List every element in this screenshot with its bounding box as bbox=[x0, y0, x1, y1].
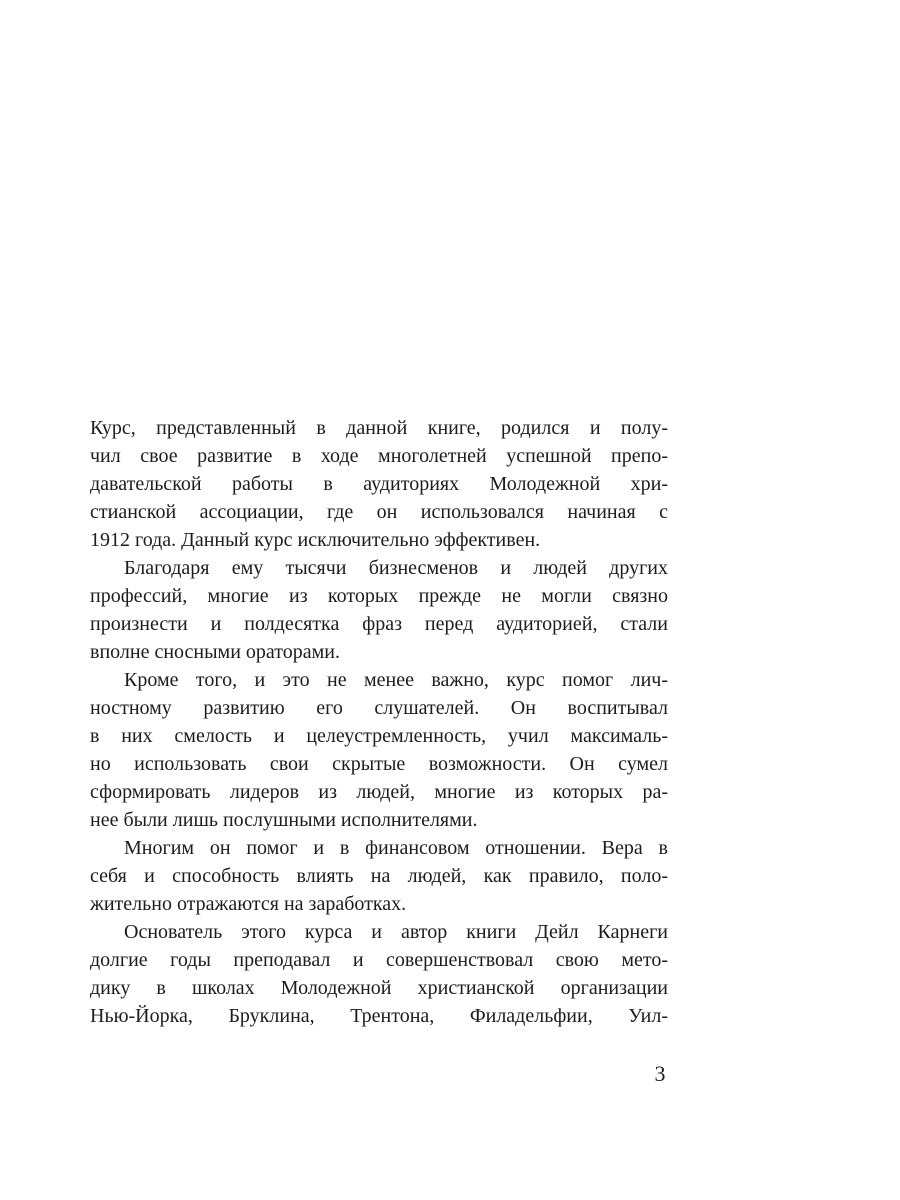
page-number: 3 bbox=[654, 1061, 666, 1086]
text-line: жительно отражаются на заработках. bbox=[90, 893, 407, 915]
paragraph bbox=[90, 834, 668, 918]
text-line: Многим он помог и в финансовом отношении. Вера в bbox=[124, 837, 668, 859]
text-line: в них смелость и целеустремленность, учил максималь- bbox=[90, 725, 668, 747]
text-line: чил свое развитие в ходе многолетней успешной препо- bbox=[90, 445, 668, 467]
paragraph bbox=[90, 414, 668, 554]
text-line: 1912 года. Данный курс исключительно эффективен. bbox=[90, 529, 541, 551]
text-line: Курс, представленный в данной книге, родился и полу- bbox=[90, 417, 668, 439]
text-line: дику в школах Молодежной христианской организации bbox=[90, 977, 668, 999]
text-line: профессий, многие из которых прежде не могли связно bbox=[90, 585, 668, 607]
text-line: долгие годы преподавал и совершенствовал свою мето- bbox=[90, 949, 668, 971]
text-line: ностному развитию его слушателей. Он воспитывал bbox=[90, 697, 668, 719]
text-line: сформировать лидеров из людей, многие из которых ра- bbox=[90, 781, 668, 803]
text-line: себя и способность влиять на людей, как правило, поло- bbox=[90, 865, 668, 887]
text-line: давательской работы в аудиториях Молодежной хри- bbox=[90, 473, 668, 495]
paragraph bbox=[90, 554, 668, 666]
text-line: вполне сносными ораторами. bbox=[90, 641, 340, 663]
paragraph bbox=[90, 666, 668, 834]
text-line: Нью-Йорка, Бруклина, Трентона, Филадельфии, Уил- bbox=[90, 1005, 668, 1027]
text-line: Благодаря ему тысячи бизнесменов и людей других bbox=[124, 557, 668, 579]
text-line: Основатель этого курса и автор книги Дейл Карнеги bbox=[124, 921, 668, 943]
text-line: но использовать свои скрытые возможности. Он сумел bbox=[90, 753, 668, 775]
paragraph bbox=[90, 918, 668, 1030]
body-text bbox=[90, 414, 668, 1030]
text-line: стианской ассоциации, где он использовался начиная с bbox=[90, 501, 668, 523]
text-line: произнести и полдесятка фраз перед аудиторией, стали bbox=[90, 613, 668, 635]
text-line: Кроме того, и это не менее важно, курс помог лич- bbox=[124, 669, 668, 691]
text-line: нее были лишь послушными исполнителями. bbox=[90, 809, 478, 831]
